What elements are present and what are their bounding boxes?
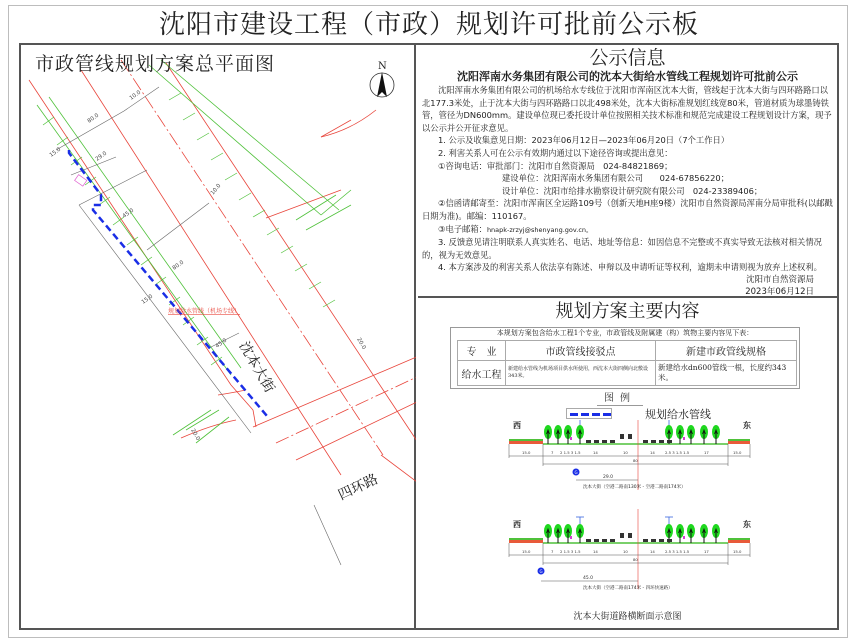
plan-table <box>457 340 797 386</box>
dim-label: 15.0 <box>48 146 63 159</box>
contact-phone-designer: 设计单位：沈阳市给排水勘察设计研究院有限公司 024-23389406； <box>502 185 763 196</box>
dim-label: 10.0 <box>128 89 143 102</box>
email-link[interactable]: hnapk-zrzyj@shenyang.gov.cn。 <box>486 225 593 234</box>
dim-label: 15.0 <box>140 293 155 306</box>
notice-item-2: 2. 利害关系人可在公示有效期内通过以下途径咨询或提出意见： <box>438 147 673 158</box>
legend-title: 图例 <box>597 393 643 406</box>
svg-text:G: G <box>574 470 578 475</box>
dim-label: 20.0 <box>355 337 367 351</box>
email-label: ③电子邮箱： <box>438 223 487 234</box>
svg-text:沈本大街（空港二路南174米 - 四环快速路）: 沈本大街（空港二路南174米 - 四环快速路） <box>583 586 673 591</box>
road-label-shenben: 沈本大街 <box>235 339 278 396</box>
notice-item-1: 1. 公示及收集意见日期：2023年06月12日—2023年06月20日（7个工作日） <box>438 135 730 146</box>
notice-subtitle: 沈阳浑南水务集团有限公司的沈本大街给水管线工程规划许可批前公示 <box>457 70 798 83</box>
table-cell: 给水工程 <box>458 361 506 386</box>
table-cell: 新建给水管线为机场项目供水所使用，西沈本大街四侧向北敷设343米。 <box>506 361 656 386</box>
notice-heading: 公示信息 <box>589 47 666 69</box>
dim-label: 10.0 <box>209 183 223 197</box>
info-panel <box>418 45 837 628</box>
north-arrow-icon <box>370 61 394 97</box>
site-plan-title: 市政管线规划方案总平面图 <box>35 53 276 75</box>
notice-item-4: 4. 本方案涉及的利害关系人依法享有陈述、申辩以及申请听证等权利，逾期未申请则视为放弃上述权利。 <box>438 262 822 273</box>
svg-text:西: 西 <box>513 420 521 430</box>
dim-label: 80.0 <box>171 259 186 272</box>
contact-mail: ②信函请邮寄至：沈阳市浑南区全运路109号（创新天地H座9楼）沈阳市自然资源局浑南分局审批科(以邮戳日期为准)。邮编：110167。 <box>422 198 833 221</box>
plan-section <box>418 300 837 628</box>
svg-text:N: N <box>378 61 387 72</box>
table-header: 新建市政管线规格 <box>656 341 797 361</box>
svg-text:西: 西 <box>513 519 521 529</box>
table-header: 市政管线接驳点 <box>506 341 656 361</box>
table-header-row <box>458 341 797 361</box>
signoff-date: 2023年06月12日 <box>745 286 814 297</box>
site-plan-map <box>21 45 416 628</box>
svg-text:G: G <box>539 569 543 574</box>
plan-table-box <box>450 327 800 389</box>
cross-section-1 <box>509 420 751 490</box>
svg-text:东: 东 <box>743 519 751 529</box>
table-cell: 新建给水dn600管线一根，长度约343米。 <box>656 361 797 386</box>
notice-intro: 沈阳浑南水务集团有限公司的机场给水专线位于沈阳市浑南区沈本大街，管线起于沈本大街与四环路路口以北177.3米处，止于沈本大街与四环路路口以北498米处，沈本大街标准规划红线宽80米，管道材质为球墨铸铁管，管径为DN600mm。建设单位现已委托设计单位按照相关技术标准和规范完成建设工程规划设计方案，现予以公示并公开征求意见。 <box>422 85 832 133</box>
cross-section-diagrams <box>418 420 837 610</box>
contact-phone-approval: ①咨询电话：审批部门：沈阳市自然资源局 024-84821869； <box>438 160 673 171</box>
pipeline-label: 规划给水管线（机场专线） <box>168 308 241 315</box>
notice-body <box>418 84 837 298</box>
dim-label: 20.0 <box>189 428 201 442</box>
dim-label: 45.0 <box>214 337 229 350</box>
dim-label: 29.0 <box>94 150 109 163</box>
road-label-sihuan: 四环路 <box>335 471 381 504</box>
svg-text:29.0: 29.0 <box>603 475 614 480</box>
notice-board <box>8 5 848 638</box>
table-row <box>458 361 797 386</box>
legend-dashed-line-icon <box>566 408 612 419</box>
plan-intro: 本规划方案包含给水工程1个专业，市政管线及附属建（构）筑物主要内容见下表： <box>496 329 754 337</box>
notice-item-3: 3. 反馈意见请注明联系人真实姓名、电话、地址等信息：如因信息不完整或不真实导致无法核对相关情况的，视为无效意见。 <box>422 237 822 260</box>
notice-section <box>418 45 837 298</box>
dim-label: 45.0 <box>121 207 136 220</box>
dim-label: 80.0 <box>86 112 101 125</box>
contact-phone-builder: 建设单位：沈阳浑南水务集团有限公司 024-67856220； <box>502 173 729 184</box>
table-header: 专 业 <box>458 341 506 361</box>
cross-section-2 <box>509 509 751 591</box>
svg-text:45.0: 45.0 <box>583 576 594 581</box>
signoff-org: 沈阳市自然资源局 <box>745 274 814 285</box>
site-plan-panel <box>21 45 416 628</box>
board-title: 沈阳市建设工程（市政）规划许可批前公示板 <box>158 10 699 40</box>
board-frame <box>19 43 839 630</box>
contact-email <box>422 223 834 237</box>
svg-text:沈本大街（空港二路南130米 - 空港二路南174米）: 沈本大街（空港二路南130米 - 空港二路南174米） <box>583 485 686 490</box>
legend-label: 规划给水管线 <box>645 408 711 421</box>
cross-section-caption: 沈本大街道路横断面示意图 <box>573 612 682 622</box>
svg-text:东: 东 <box>743 420 751 430</box>
plan-heading: 规划方案主要内容 <box>555 301 700 322</box>
